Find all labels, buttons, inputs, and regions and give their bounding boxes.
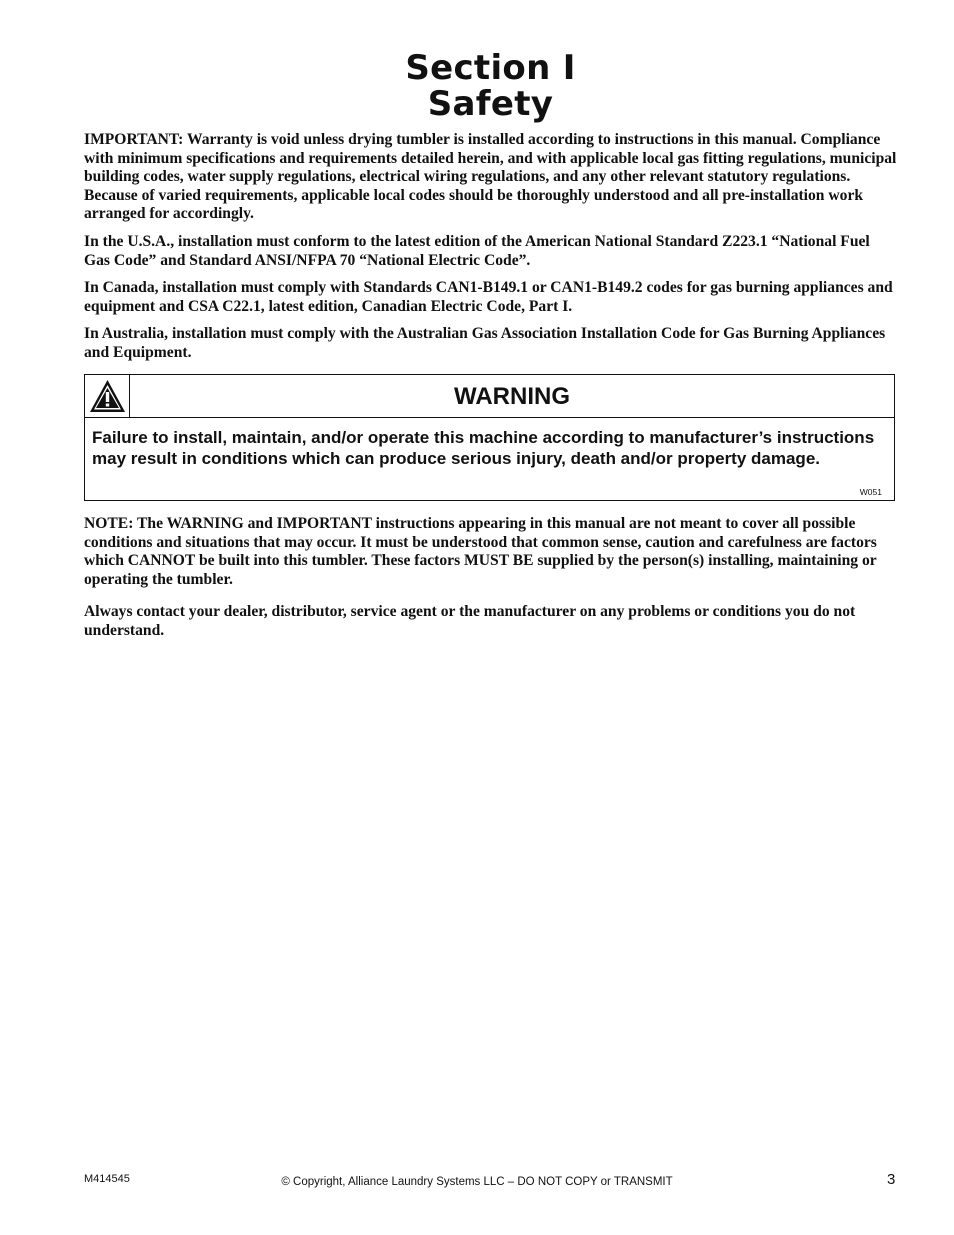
section-heading-line-2: Safety (427, 84, 554, 124)
intro-paragraphs (84, 131, 897, 372)
footer-copyright: © Copyright, Alliance Laundry Systems LLC – DO NOT COPY or TRANSMIT (281, 1176, 673, 1188)
footer-document-code: M414545 (84, 1173, 130, 1185)
note-paragraphs (84, 515, 897, 655)
paragraph-note: NOTE: The WARNING and IMPORTANT instructions appearing in this manual are not meant to cover all possible conditions and situations that may occur. It must be understood that common sense, caution and carefulness are factors which CANNOT be built into this tumbler. These factors MUST BE supplied by the person(s) installing, maintaining or operating the tumbler. (84, 515, 877, 588)
paragraph-usa: In the U.S.A., installation must conform to the latest edition of the American National Standard Z223.1 “National Fuel Gas Code” and Standard ANSI/NFPA 70 “National Electric Code”. (84, 232, 870, 269)
warning-text: Failure to install, maintain, and/or operate this machine according to manufacturer’s instructions may result in conditions which can produce serious injury, death and/or property damage. (92, 428, 875, 468)
footer-page-number: 3 (887, 1171, 896, 1188)
section-heading-line-1: Section I (405, 48, 576, 88)
warning-label: WARNING (454, 383, 570, 410)
warning-triangle-icon (89, 379, 126, 413)
paragraph-contact: Always contact your dealer, distributor, service agent or the manufacturer on any problems or conditions you do not understand. (84, 603, 856, 639)
section-heading (84, 50, 897, 122)
warning-icon-cell (85, 375, 130, 417)
paragraph-canada: In Canada, installation must comply with Standards CAN1-B149.1 or CAN1-B149.2 codes for gas burning appliances and equipment and CSA C22.1, latest edition, Canadian Electric Code, Part I. (84, 279, 893, 315)
warning-code: W051 (859, 487, 882, 497)
paragraph-australia: In Australia, installation must comply with the Australian Gas Association Installation Code for Gas Burning Appliances and Equipment. (84, 325, 886, 361)
paragraph-important: IMPORTANT: Warranty is void unless drying tumbler is installed according to instructions in this manual. Compliance with minimum specifications and requirements detailed herein, and with applicable local gas fitting regulations, municipal building codes, water supply regulations, electrical wiring regulations, and any other relevant statutory regulations. Because of varied requirements, applicable local codes should be thoroughly understood and all pre-installation work arranged for accordingly. (84, 131, 897, 223)
warning-header (85, 375, 894, 418)
warning-box (84, 374, 895, 501)
